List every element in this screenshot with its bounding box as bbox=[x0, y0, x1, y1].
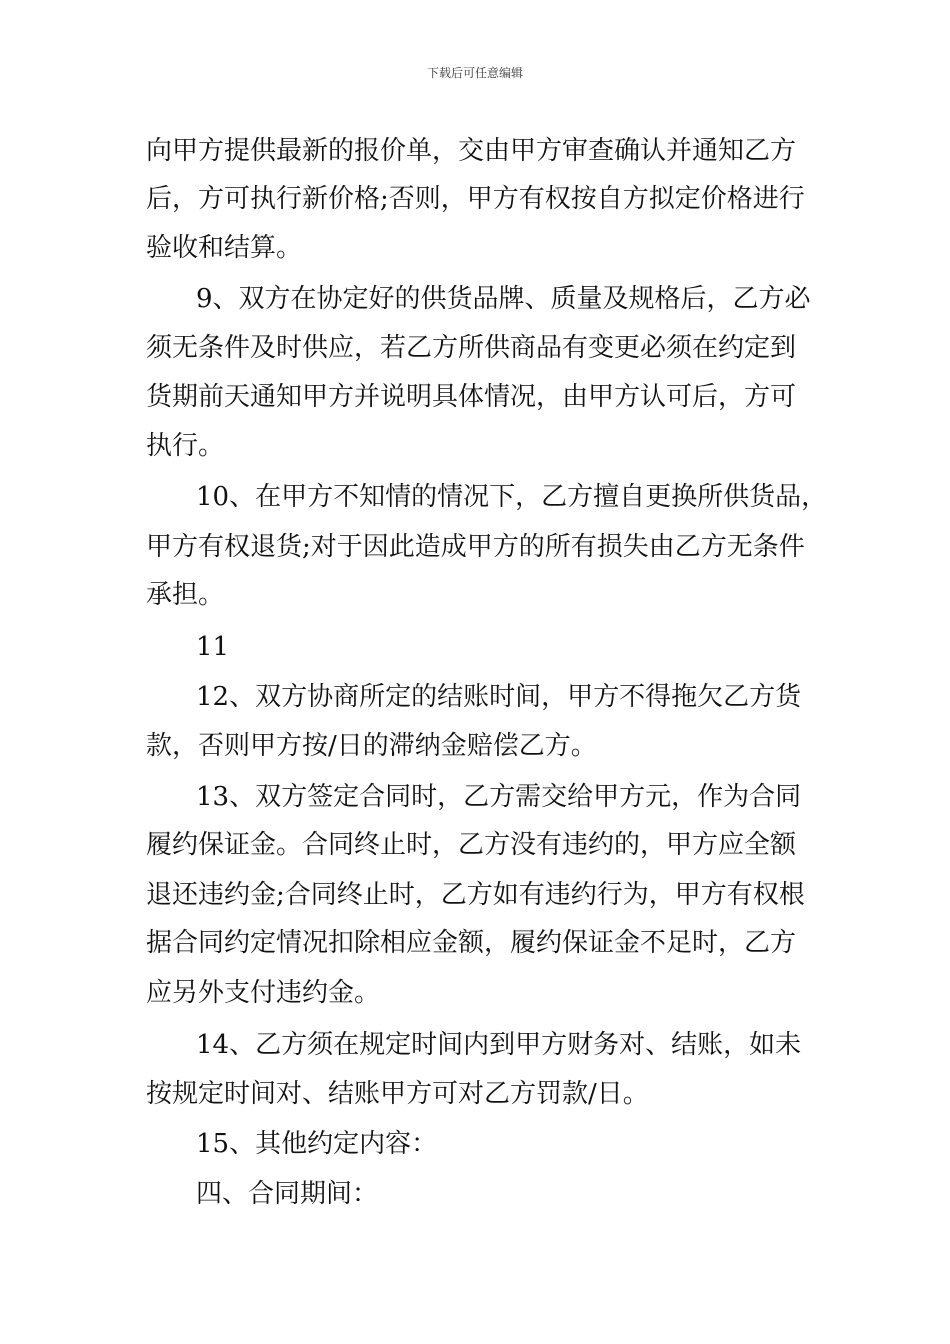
text-line: 款，否则甲方按/日的滞纳金赔偿乙方。 bbox=[146, 731, 597, 761]
text-line: 14、乙方须在规定时间内到甲方财务对、结账，如未 bbox=[196, 1030, 802, 1060]
text-line: 9、双方在协定好的供货品牌、质量及规格后，乙方必 bbox=[196, 284, 811, 314]
text-line: 四、合同期间： bbox=[196, 1179, 379, 1209]
text-line: 向甲方提供最新的报价单，交由甲方审查确认并通知乙方 bbox=[146, 136, 797, 166]
text-line: 15、其他约定内容： bbox=[196, 1129, 438, 1159]
text-line: 按规定时间对、结账甲方可对乙方罚款/日。 bbox=[146, 1079, 649, 1109]
text-line: 须无条件及时供应，若乙方所供商品有变更必须在约定到 bbox=[146, 333, 797, 363]
text-line: 验收和结算。 bbox=[146, 233, 303, 263]
text-line: 履约保证金。合同终止时，乙方没有违约的，甲方应全额 bbox=[146, 830, 797, 860]
text-line: 退还违约金;合同终止时，乙方如有违约行为，甲方有权根 bbox=[146, 880, 805, 910]
text-line: 承担。 bbox=[146, 580, 225, 610]
text-line: 据合同约定情况扣除相应金额，履约保证金不足时，乙方 bbox=[146, 928, 797, 958]
text-line: 10、在甲方不知情的情况下，乙方擅自更换所供货品， bbox=[196, 482, 828, 512]
text-line: 12、双方协商所定的结账时间，甲方不得拖欠乙方货 bbox=[196, 682, 802, 712]
page-header: 下载后可任意编辑 bbox=[426, 66, 523, 80]
text-line: 执行。 bbox=[146, 431, 225, 461]
text-line: 甲方有权退货;对于因此造成甲方的所有损失由乙方无条件 bbox=[146, 532, 805, 562]
text-line: 货期前天通知甲方并说明具体情况，由甲方认可后，方可 bbox=[146, 382, 797, 412]
text-line: 13、双方签定合同时，乙方需交给甲方元，作为合同 bbox=[196, 782, 802, 812]
text-line: 11 bbox=[196, 632, 230, 662]
text-line: 应另外支付违约金。 bbox=[146, 978, 381, 1008]
text-line: 后，方可执行新价格;否则，甲方有权按自方拟定价格进行 bbox=[146, 184, 805, 214]
